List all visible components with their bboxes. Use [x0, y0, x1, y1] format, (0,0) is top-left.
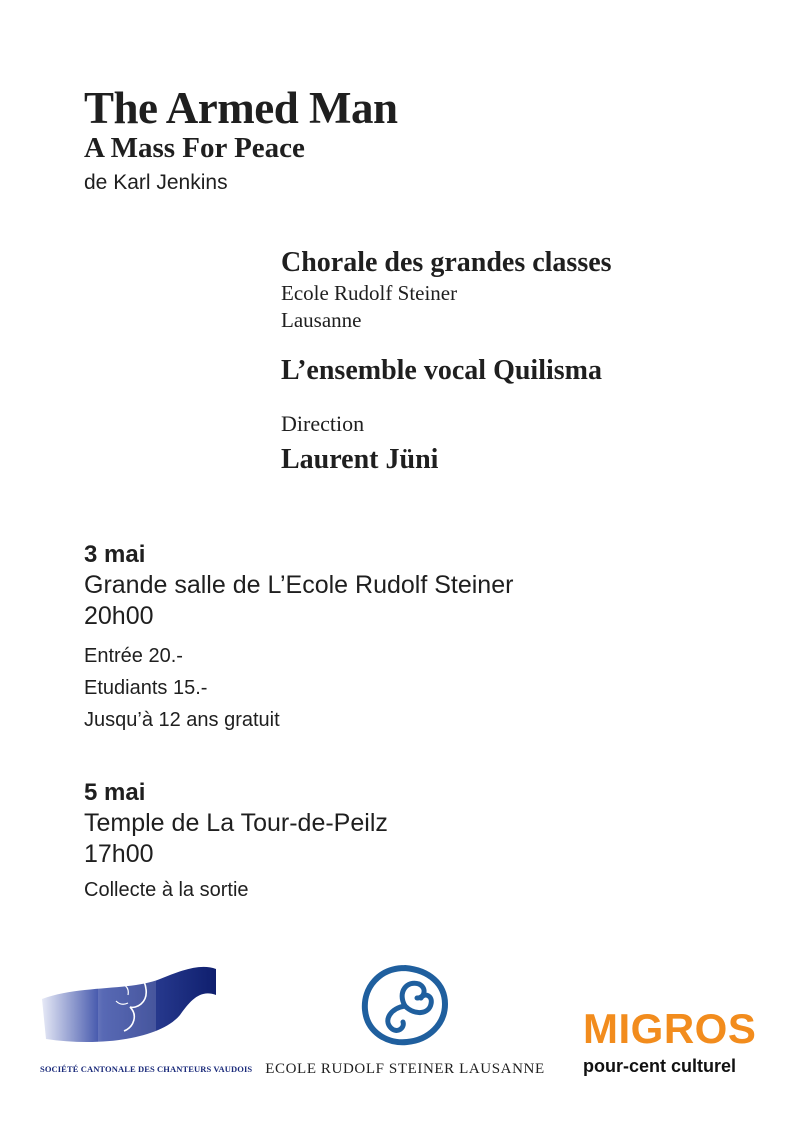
- event-header: [84, 84, 398, 196]
- triskele-logo-icon: [357, 962, 453, 1048]
- scv-logo-icon: [40, 955, 218, 1055]
- sponsor-ers: [255, 962, 555, 1078]
- concert-venue: Grande salle de L’Ecole Rudolf Steiner: [84, 571, 514, 599]
- concert-venue: Temple de La Tour-de-Peilz: [84, 809, 388, 837]
- ticket-prices: [84, 640, 513, 736]
- concert-2: [84, 778, 388, 904]
- choir-school: Ecole Rudolf Steiner: [281, 281, 458, 305]
- price-adult: Entrée 20.-: [84, 645, 183, 667]
- concert-time: 20h00: [84, 602, 154, 630]
- price-child: Jusqu’à 12 ans gratuit: [84, 709, 280, 731]
- migros-logo-text: MIGROS: [583, 1005, 757, 1052]
- event-subtitle: A Mass For Peace: [84, 132, 305, 164]
- collection-note: Collecte à la sortie: [84, 879, 249, 901]
- ensemble-name: L’ensemble vocal Quilisma: [281, 355, 602, 386]
- choir-city: Lausanne: [281, 308, 362, 332]
- concert-date: 5 mai: [84, 779, 146, 806]
- sponsor-scv: [40, 955, 253, 1074]
- performers-block: [281, 246, 612, 478]
- conductor-name: Laurent Jüni: [281, 444, 439, 475]
- scv-caption: SOCIÉTÉ CANTONALE DES CHANTEURS VAUDOIS: [40, 1064, 253, 1074]
- direction-label: Direction: [281, 411, 365, 436]
- price-student: Etudiants 15.-: [84, 677, 208, 699]
- sponsor-migros: [583, 1007, 763, 1077]
- ers-caption: ECOLE RUDOLF STEINER LAUSANNE: [265, 1061, 545, 1077]
- concert-date: 3 mai: [84, 541, 146, 568]
- concert-1: [84, 540, 513, 736]
- event-title: The Armed Man: [84, 83, 398, 133]
- migros-tagline: pour-cent culturel: [583, 1056, 737, 1076]
- concert-time: 17h00: [84, 840, 154, 868]
- choir-name: Chorale des grandes classes: [281, 247, 612, 278]
- composer-credit: de Karl Jenkins: [84, 171, 228, 194]
